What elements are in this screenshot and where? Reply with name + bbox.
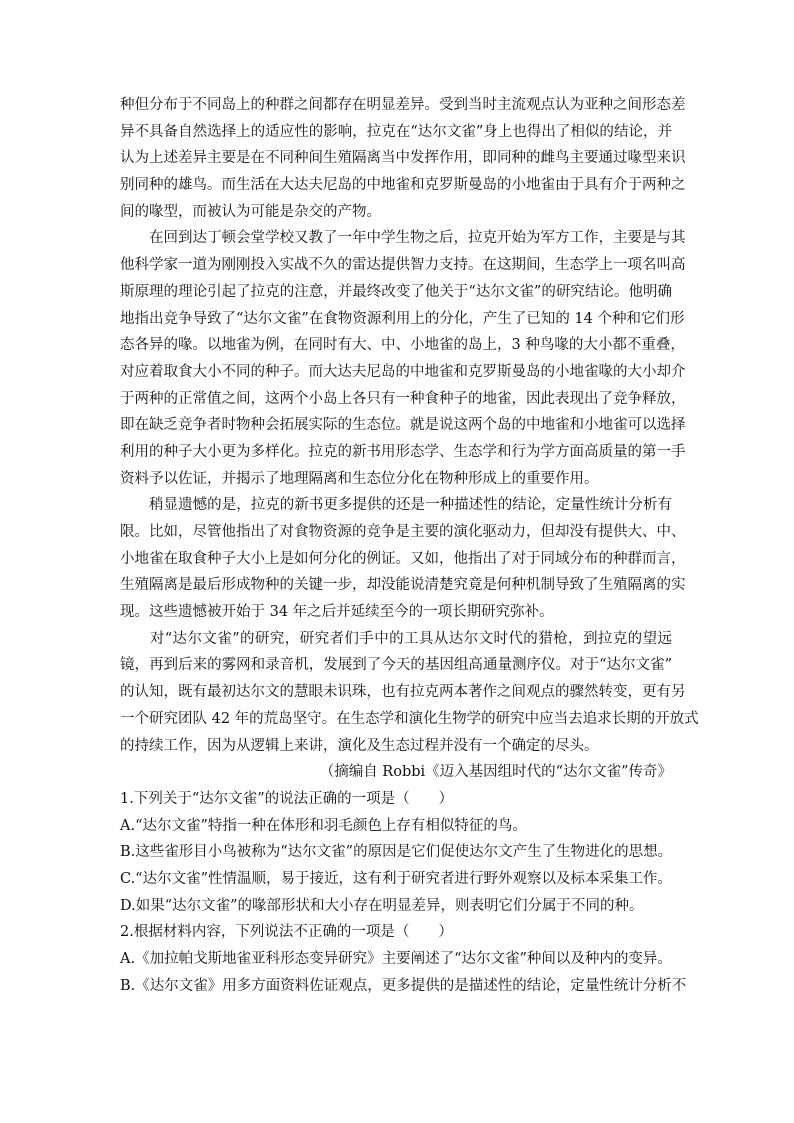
article-line: 利用的种子大小更为多样化。拉克的新书用形态学、生态学和行为学方面高质量的第一手 xyxy=(120,443,686,460)
option-a: A.“达尔文雀”特指一种在体形和羽毛颜色上存有相似特征的鸟。 xyxy=(120,817,527,834)
option-b: B.《达尔文雀》用多方面资料佐证观点，更多提供的是描述性的结论，定量性统计分析不 xyxy=(120,977,687,994)
article-line: 小地雀在取食种子大小上是如何分化的例证。又如，他指出了对于同域分布的种群而言， xyxy=(120,550,686,567)
article-line: 种但分布于不同岛上的种群之间都存在明显差异。受到当时主流观点认为亚种之间形态差 xyxy=(120,97,686,113)
question-2 xyxy=(120,919,687,999)
option-b: B.这些雀形目小鸟被称为“达尔文雀”的原因是它们促使达尔文产生了生物进化的思想。 xyxy=(120,844,673,861)
article-line: 镜，再到后来的雾网和录音机，发展到了今天的基因组高通量测序仪。对于“达尔文雀” xyxy=(120,657,672,674)
article-line: 稍显遗憾的是，拉克的新书更多提供的还是一种描述性的结论，定量性统计分析有 xyxy=(120,497,672,514)
article-line: 地指出竞争导致了“达尔文雀”在食物资源利用上的分化，产生了已知的 14 个种和它们形 xyxy=(120,310,685,327)
article-line: 对应着取食大小不同的种子。而大达夫尼岛的中地雀和克罗斯曼岛的小地雀喙的大小却介 xyxy=(120,363,686,380)
article-line: 别同种的雄鸟。而生活在大达夫尼岛的中地雀和克罗斯曼岛的小地雀由于具有介于两种之 xyxy=(120,177,686,194)
article-source: （摘编自 Robbi《迈入基因组时代的“达尔文雀”传奇》 xyxy=(319,764,672,781)
article-line: 即在缺乏竞争者时物种会拓展实际的生态位。就是说这两个岛的中地雀和小地雀可以选择 xyxy=(120,417,686,434)
option-c: C.“达尔文雀”性情温顺，易于接近，这有利于研究者进行野外观察以及标本采集工作。 xyxy=(120,870,673,887)
article-line: 斯原理的理论引起了拉克的注意，并最终改变了他关于“达尔文雀”的研究结论。他明确 xyxy=(120,283,672,300)
article-line: 他科学家一道为刚刚投入实战不久的雷达提供智力支持。在这期间，生态学上一项名叫高 xyxy=(120,257,686,274)
article-line: 资料予以佐证，并揭示了地理隔离和生态位分化在物种形成上的重要作用。 xyxy=(120,470,599,487)
article-line: 在回到达丁顿会堂学校又教了一年中学生物之后，拉克开始为军方工作，主要是与其 xyxy=(120,230,686,247)
question-stem: 1.下列关于“达尔文雀”的说法正确的一项是（ ） xyxy=(120,790,454,807)
article-line: 间的喙型，而被认为可能是杂交的产物。 xyxy=(120,203,381,220)
article-line: 的持续工作，因为从逻辑上来讲，演化及生态过程并没有一个确定的尽头。 xyxy=(120,737,599,754)
article-line: 的认知，既有最初达尔文的慧眼未识珠，也有拉克两本著作之间观点的骤然转变，更有另 xyxy=(120,684,686,701)
question-stem: 2.根据材料内容，下列说法不正确的一项是（ ） xyxy=(120,924,453,941)
article-body xyxy=(120,92,699,786)
article-line: 对“达尔文雀”的研究，研究者们手中的工具从达尔文时代的猎枪，到拉克的望远 xyxy=(120,630,672,647)
article-line: 于两种的正常值之间，这两个小岛上各只有一种食种子的地雀，因此表现出了竞争释放， xyxy=(120,390,686,407)
question-1 xyxy=(120,786,672,919)
article-line: 态各异的喙。以地雀为例，在同时有大、中、小地雀的岛上，3 种鸟喙的大小都不重叠， xyxy=(120,337,685,354)
article-line: 限。比如，尽管他指出了对食物资源的竞争是主要的演化驱动力，但却没有提供大、中、 xyxy=(120,524,686,540)
article-line: 认为上述差异主要是在不同种间生殖隔离当中发挥作用，即同种的雌鸟主要通过喙型来识 xyxy=(120,150,686,167)
article-line: 一个研究团队 42 年的荒岛坚守。在生态学和演化生物学的研究中应当去追求长期的开放式 xyxy=(120,710,699,727)
article-line: 生殖隔离是最后形成物种的关键一步，却没能说清楚究竟是何种机制导致了生殖隔离的实 xyxy=(120,577,686,594)
article-line: 现。这些遗憾被开始于 34 年之后并延续至今的一项长期研究弥补。 xyxy=(120,604,554,621)
option-a: A.《加拉帕戈斯地雀亚科形态变异研究》主要阐述了“达尔文雀”种间以及种内的变异。 xyxy=(120,951,672,967)
document-page xyxy=(120,92,699,999)
option-d: D.如果“达尔文雀”的喙部形状和大小存在明显差异，则表明它们分属于不同的种。 xyxy=(120,897,644,914)
article-line: 异不具备自然选择上的适应性的影响，拉克在“达尔文雀”身上也得出了相似的结论，并 xyxy=(120,123,672,140)
